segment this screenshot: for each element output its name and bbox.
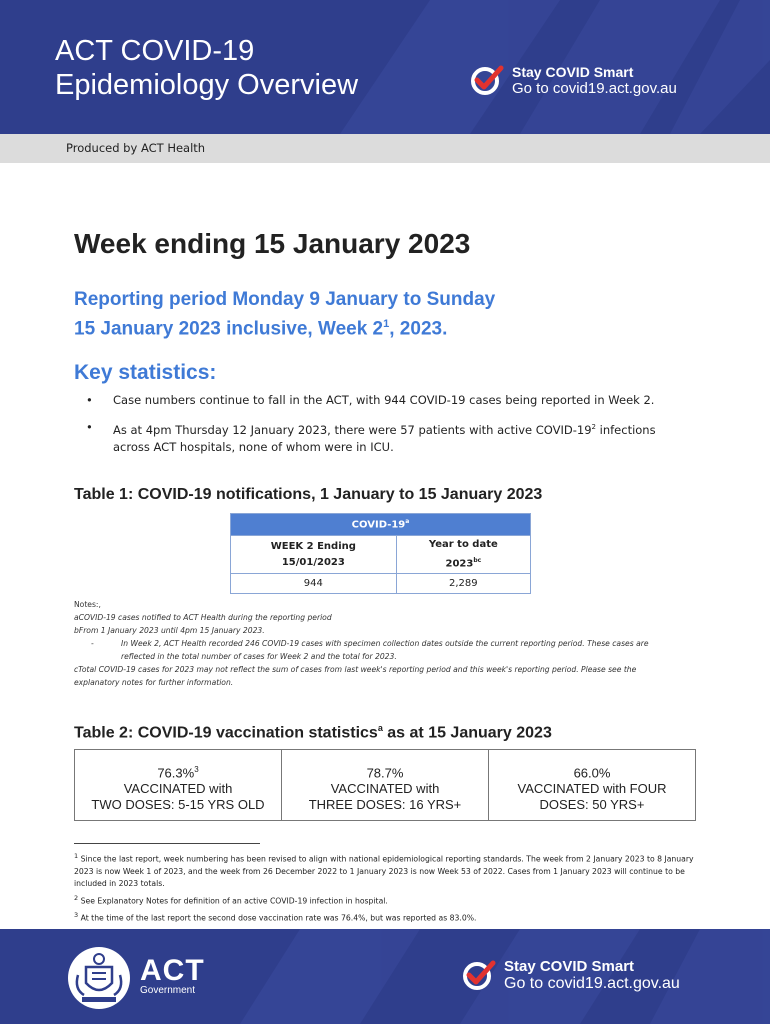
checkmark-icon	[462, 958, 496, 992]
table1-title: Table 1: COVID-19 notifications, 1 January to 15 January 2023	[74, 486, 543, 503]
stay-covid-smart-label: Stay COVID Smart	[504, 957, 635, 975]
column-header-week: WEEK 2 Ending 15/01/2023	[231, 536, 397, 574]
table1-notes: Notes:, aCOVID-19 cases notified to ACT Health during the reporting period bFrom 1 January 2023 until 4pm 15 January 2023. - In Week 2, ACT Health recorded 246 COVID-19 cases with specimen collection dates outside the current reporting period. These cases are reflected in the total number of cases for Week 2 and the total for 2023. cTotal COVID-19 cases for 2023 may not reflect the sum of cases from last week's reporting period and this week's reporting period. Please see the explanatory notes for further information.	[74, 600, 649, 687]
column-header-ytd: Year to date $2023^{bc}$	[396, 536, 530, 574]
vaccination-cell: 76.3%$^3$ VACCINATED with TWO DOSES: 5-15 YRS OLD	[75, 750, 282, 820]
covid-site-link[interactable]: Go to covid19.act.gov.au	[512, 79, 677, 97]
notifications-table	[230, 513, 531, 594]
list-item: • Case numbers continue to fall in the ACT, with 944 COVID-19 cases being reported in Week 2.	[86, 393, 655, 407]
table2-title: Table 2: COVID-19 vaccination statistics$^a$ as at 15 January 2023	[74, 723, 552, 742]
key-statistics-list	[86, 392, 676, 466]
act-crest-icon	[66, 945, 132, 1011]
act-government-logo: ACT Government	[140, 954, 205, 996]
footnote-divider	[74, 843, 260, 844]
footnote: $^2$ See Explanatory Notes for definition of an active COVID-19 infection in hospital.	[74, 893, 388, 906]
ytd-cases-value: 2,289	[396, 574, 530, 594]
week-cases-value: 944	[231, 574, 397, 594]
checkmark-icon	[470, 63, 504, 97]
covid-site-link[interactable]: Go to covid19.act.gov.au	[504, 974, 680, 992]
vaccination-cell: 78.7% VACCINATED with THREE DOSES: 16 YRS+	[282, 750, 489, 820]
report-title: ACT COVID-19 Epidemiology Overview	[55, 35, 359, 101]
bullet-icon: •	[86, 393, 93, 407]
footnote: $^1$ Since the last report, week numbering has been revised to align with national epidemiological reporting standards. The week from 2 January 2023 to 8 January 2023 is now Week 1 of 2023, and the week from 26 December 2022 to 1 January 2023 is now Week 53 of 2022. Cases from 1 January 2023 will continue to be included in 2023 totals.	[74, 852, 694, 888]
table-header: COVID-19$^a$	[231, 514, 531, 536]
footnote: $^3$ At the time of the last report the second dose vaccination rate was 76.4%, but was reported as 83.0%.	[74, 911, 477, 923]
footer-banner	[0, 929, 770, 1024]
footnotes	[74, 850, 714, 927]
week-heading: Week ending 15 January 2023	[74, 228, 471, 259]
reporting-period: Reporting period Monday 9 January to Sunday 15 January 2023 inclusive, Week $2^1$, 2023.	[74, 289, 496, 340]
vaccination-cell: 66.0% VACCINATED with FOUR DOSES: 50 YRS+	[517, 765, 667, 813]
vaccination-table	[74, 749, 696, 821]
bullet-icon: •	[86, 420, 93, 434]
key-statistics-heading: Key statistics:	[74, 361, 217, 384]
header-banner	[0, 0, 770, 134]
stay-covid-smart-badge[interactable]	[462, 958, 680, 992]
produced-by: Produced by ACT Health	[0, 134, 770, 163]
stay-covid-smart-badge[interactable]	[470, 63, 677, 97]
stay-covid-smart-label: Stay COVID Smart	[512, 63, 634, 80]
list-item: • As at 4pm Thursday 12 January 2023, there were 57 patients with active COVID-$19^2$ infections across ACT hospitals, none of whom were in ICU.	[86, 420, 656, 454]
